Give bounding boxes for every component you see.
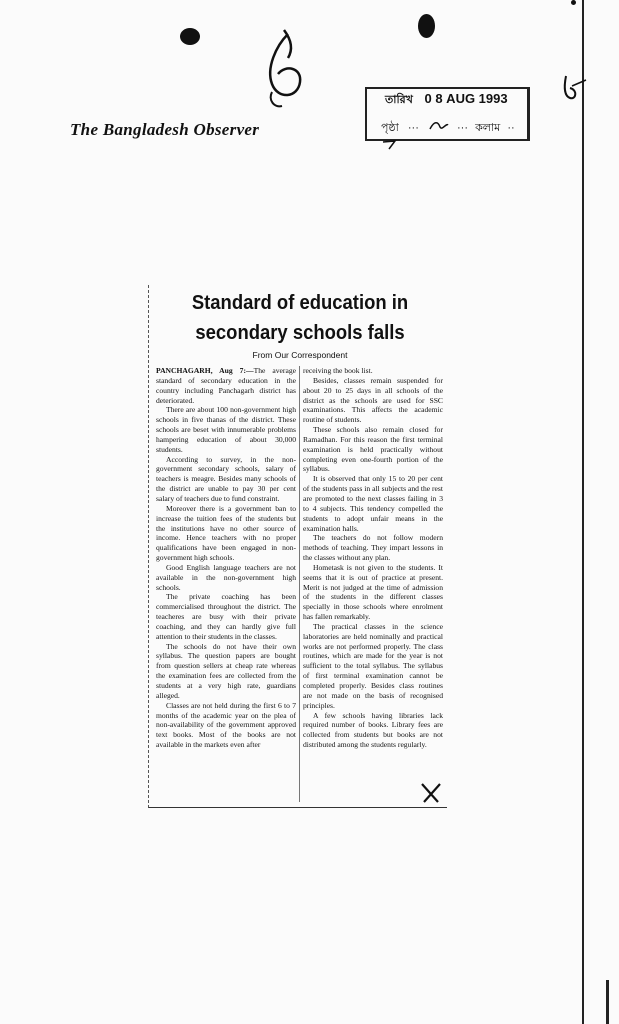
paragraph: There are about 100 non-government high schools in five thanas of the district. These schools are beset with innumerable problems hampering education of about 30,000 students. <box>156 405 296 454</box>
date-stamp: তারিখ 0 8 AUG 1993 পৃষ্ঠা ··· ··· কলাম ·· <box>365 87 530 141</box>
article-column-left <box>156 366 296 750</box>
paragraph: Besides, classes remain suspended for about 20 to 25 days in all schools of the district as the schools are used for SSC examinations. This affects the academic routine of students. <box>303 375 443 425</box>
tick-mark-icon <box>418 780 444 806</box>
ink-blot <box>571 0 576 5</box>
paragraph: The schools do not have their own syllabus. The question papers are bought from question sellers at cheap rate whereas the examination fees are collected from the students at a very high rate, guardians alleged. <box>156 641 296 700</box>
paragraph: receiving the book list. <box>303 366 373 375</box>
paragraph: The private coaching has been commercialised throughout the district. The teacheres are busy with their private coaching, and they can hardly give full attention to their students in the classes. <box>156 592 296 641</box>
handwritten-page-number-icon <box>428 119 450 131</box>
article-byline: From Our Correspondent <box>252 350 348 360</box>
article-column-right <box>303 366 443 750</box>
handwritten-column-number-icon <box>381 138 401 150</box>
article-dateline: PANCHAGARH, Aug 7:— <box>156 366 254 375</box>
newspaper-name: The Bangladesh Observer <box>70 120 260 139</box>
headline-line-1: Standard of education in <box>191 291 409 314</box>
paragraph: Classes are not held during the first 6 to 7 months of the academic year on the plea of non-availability of the government approved text books. Most of the books are not available in the markets even after <box>156 700 296 750</box>
paragraph: Hometask is not given to the students. It seems that it is out of practice at present. Merit is not judged at the time of admission of the students in the different classes specially in those schools where enrolment has fallen remarkably. <box>303 562 443 622</box>
headline-line-2: secondary schools falls <box>195 321 405 344</box>
article-headline <box>167 288 433 348</box>
paragraph: A few schools having libraries lack required number of books. Library fees are collected from students but books are not distributed among the students regularly. <box>303 710 443 750</box>
paragraph: The practical classes in the science laboratories are held nominally and practical works are not performed properly. The class routines, which are made for the year is not sufficient to the total syllabus. The syllabus of first terminal examination cannot be completed properly. Besides class routines are not made on the basis of recognised principles. <box>303 621 443 710</box>
paragraph: According to survey, in the non-government secondary schools, salary of teachers is meagre. Besides many schools of the district are unable to pay 30 per cent salary of teachers due to fund constraint. <box>156 454 296 503</box>
ink-blot <box>180 28 200 45</box>
handwritten-mark-icon <box>258 28 308 110</box>
column-divider <box>299 366 300 802</box>
paragraph: Moreover there is a government ban to increase the tuition fees of the students but the institutions have no other source of income. Hence teachers with no proper qualifications have been engaged in non-government high schools. <box>156 503 296 563</box>
paragraph: It is observed that only 15 to 20 per cent of the students pass in all subjects and the rest are promoted to the next classes failing in 3 to 4 subjects. This tendency compelled the students to adopt unfair means in the examination halls. <box>303 474 443 533</box>
column-label: কলাম <box>475 122 501 134</box>
paragraph: These schools also remain closed for Ramadhan. For this reason the first terminal examination is held practically without completing even one-fourth portion of the syllabus. <box>303 425 443 474</box>
page-label: পৃষ্ঠা <box>381 122 399 134</box>
date-label: তারিখ <box>385 94 413 106</box>
stamp-date: 0 8 AUG 1993 <box>424 91 508 106</box>
page-edge <box>582 0 584 1024</box>
paragraph: Good English language teachers are not available in the non-government high schools. <box>156 562 296 592</box>
page-edge-mark <box>606 980 609 1024</box>
ink-blot <box>418 14 435 38</box>
paragraph: The teachers do not follow modern methods of teaching. They impart lessons in the classes without any plan. <box>303 533 443 563</box>
handwritten-number-icon <box>560 72 590 102</box>
paragraph: The average standard of secondary education in the country including Panchagarh district has deteriorated. <box>156 366 296 405</box>
